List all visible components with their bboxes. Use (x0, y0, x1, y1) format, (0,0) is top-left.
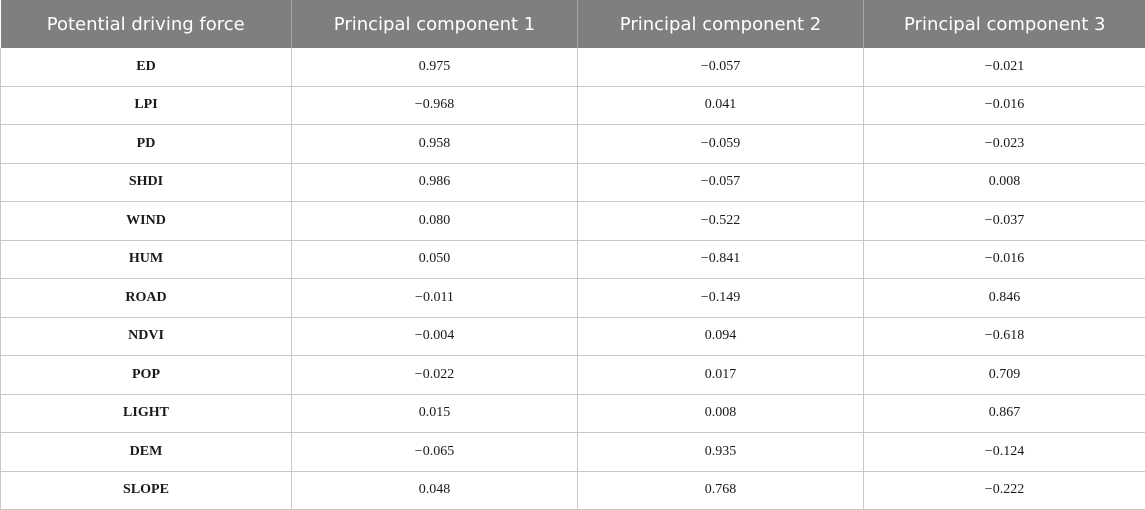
pc1-cell: −0.004 (292, 317, 578, 356)
driving-force-cell: ROAD (1, 279, 292, 318)
driving-force-cell: LIGHT (1, 394, 292, 433)
pc2-cell: −0.149 (578, 279, 864, 318)
pc1-cell: −0.011 (292, 279, 578, 318)
table-body (1, 48, 1145, 510)
table-row (1, 394, 1145, 433)
pc3-cell: −0.124 (864, 433, 1145, 472)
pc3-cell: 0.709 (864, 356, 1145, 395)
pc3-cell: −0.016 (864, 240, 1145, 279)
pc1-cell: −0.968 (292, 86, 578, 125)
pc2-cell: 0.041 (578, 86, 864, 125)
pc3-cell: −0.016 (864, 86, 1145, 125)
pc3-cell: −0.037 (864, 202, 1145, 241)
pc3-cell: 0.867 (864, 394, 1145, 433)
table-row (1, 163, 1145, 202)
driving-force-cell: SLOPE (1, 471, 292, 510)
driving-force-cell: HUM (1, 240, 292, 279)
pc2-cell: −0.057 (578, 163, 864, 202)
driving-force-cell: DEM (1, 433, 292, 472)
table-row (1, 125, 1145, 164)
table-row (1, 202, 1145, 241)
column-header: Principal component 1 (292, 0, 578, 48)
table-header (1, 0, 1145, 48)
pc1-cell: 0.986 (292, 163, 578, 202)
pc1-cell: 0.080 (292, 202, 578, 241)
pc3-cell: 0.008 (864, 163, 1145, 202)
pc2-cell: 0.094 (578, 317, 864, 356)
driving-force-cell: POP (1, 356, 292, 395)
driving-force-cell: LPI (1, 86, 292, 125)
pc3-cell: −0.618 (864, 317, 1145, 356)
driving-force-cell: WIND (1, 202, 292, 241)
column-header: Potential driving force (1, 0, 292, 48)
pc2-cell: −0.057 (578, 48, 864, 86)
pc1-cell: 0.048 (292, 471, 578, 510)
pc2-cell: 0.017 (578, 356, 864, 395)
pc1-cell: −0.065 (292, 433, 578, 472)
pc1-cell: 0.975 (292, 48, 578, 86)
column-header: Principal component 3 (864, 0, 1145, 48)
pc2-cell: 0.008 (578, 394, 864, 433)
driving-force-cell: SHDI (1, 163, 292, 202)
pc2-cell: 0.768 (578, 471, 864, 510)
pc1-cell: 0.015 (292, 394, 578, 433)
table-row (1, 471, 1145, 510)
column-header: Principal component 2 (578, 0, 864, 48)
driving-force-cell: NDVI (1, 317, 292, 356)
table-row (1, 48, 1145, 86)
table-row (1, 356, 1145, 395)
pc2-cell: −0.841 (578, 240, 864, 279)
pc2-cell: −0.059 (578, 125, 864, 164)
pc1-cell: 0.958 (292, 125, 578, 164)
table-row (1, 86, 1145, 125)
driving-force-cell: ED (1, 48, 292, 86)
table-row (1, 279, 1145, 318)
pc1-cell: −0.022 (292, 356, 578, 395)
pc3-cell: −0.023 (864, 125, 1145, 164)
pc3-cell: −0.222 (864, 471, 1145, 510)
pc3-cell: −0.021 (864, 48, 1145, 86)
header-row (1, 0, 1145, 48)
table-row (1, 433, 1145, 472)
table-row (1, 317, 1145, 356)
pc3-cell: 0.846 (864, 279, 1145, 318)
driving-force-cell: PD (1, 125, 292, 164)
pc2-cell: 0.935 (578, 433, 864, 472)
table-row (1, 240, 1145, 279)
pc1-cell: 0.050 (292, 240, 578, 279)
pc2-cell: −0.522 (578, 202, 864, 241)
